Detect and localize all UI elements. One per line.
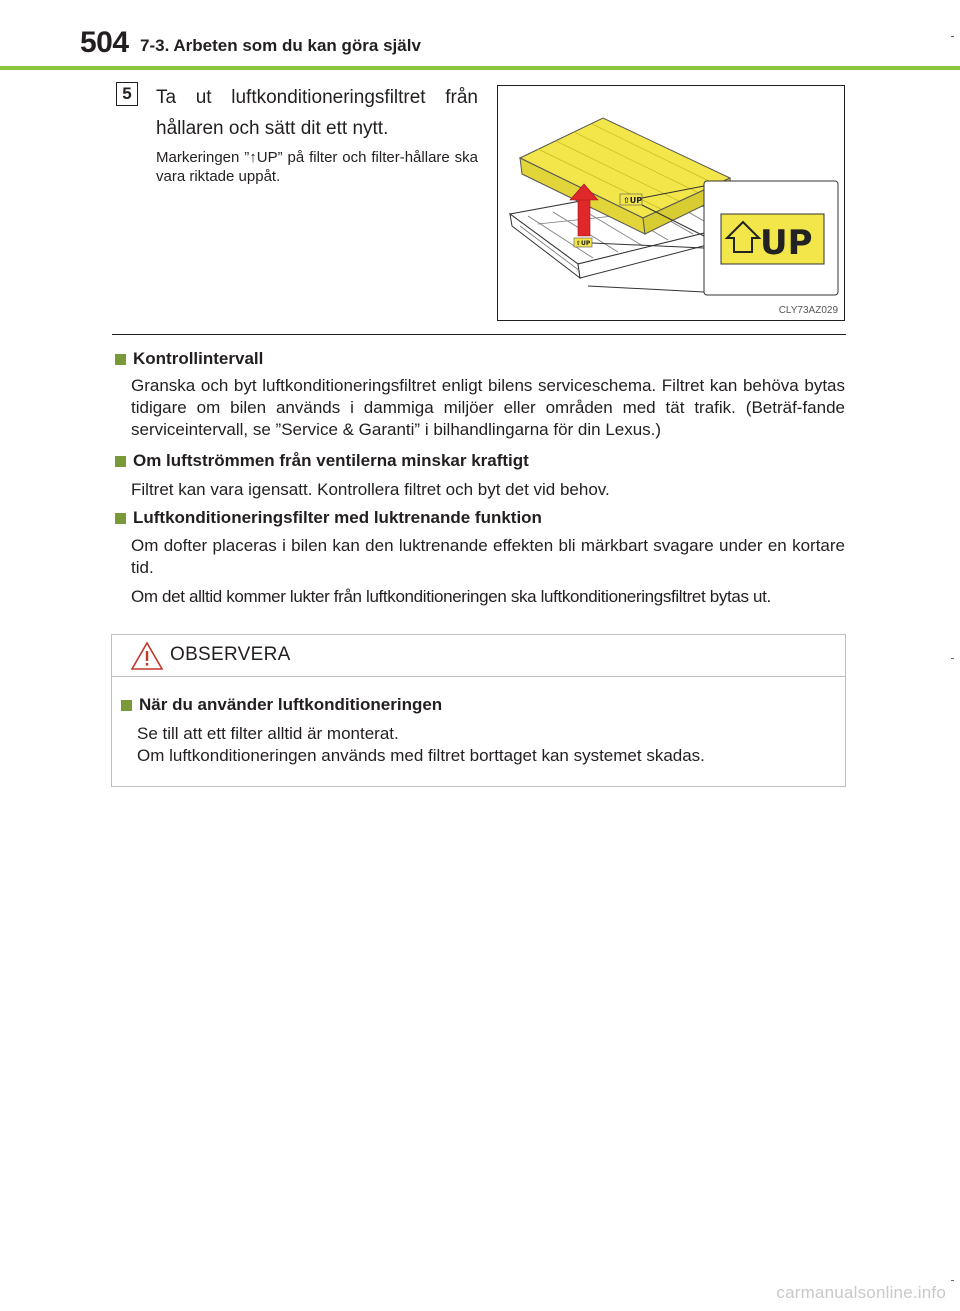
square-bullet-icon (115, 513, 126, 524)
edge-tick (951, 36, 954, 37)
up-arrow-icon: ↑ (249, 149, 257, 166)
filter-holder-drawing (498, 86, 844, 320)
note-prefix: Markeringen ” (156, 149, 250, 166)
caution-box (111, 634, 846, 787)
info-paragraph: Filtret kan vara igensatt. Kontrollera filtret och byt det vid behov. (131, 480, 610, 499)
info-paragraph: Granska och byt luftkonditioneringsfiltret enligt bilens serviceschema. Filtret kan behöva bytas tidigare om bilen används i dammiga miljöer eller områden med tät trafik. (Beträf-fande serviceintervall, se ”Service & Garanti” i bilhandlingarna för din Lexus.) (131, 376, 845, 439)
watermark: carmanualsonline.info (776, 1283, 946, 1302)
section-title: 7-3. Arbeten som du kan göra själv (140, 36, 421, 55)
info-title-kontrollintervall (112, 349, 263, 369)
step-instruction: Ta ut luftkonditioneringsfiltret från hållaren och sätt dit ett nytt. (156, 87, 478, 139)
note-suffix: UP” på filter och filter-hållare ska vara riktade uppåt. (156, 149, 478, 185)
square-bullet-icon (121, 700, 132, 711)
caution-line: Se till att ett filter alltid är monterat. (137, 724, 399, 743)
step-number-badge: 5 (116, 82, 138, 106)
info-paragraph: Om det alltid kommer lukter från luftkonditioneringen ska luftkonditioneringsfiltret bytas ut. (131, 587, 771, 606)
caution-header (112, 635, 845, 677)
warning-triangle-icon (130, 641, 164, 671)
edge-tick (951, 658, 954, 659)
illustration-code: CLY73AZ029 (778, 305, 838, 316)
info-title-text: Kontrollintervall (133, 349, 264, 368)
caution-text (137, 723, 705, 767)
caution-title: OBSERVERA (170, 644, 291, 665)
info-title-text: Om luftströmmen från ventilerna minskar kraftigt (133, 451, 529, 470)
illustration-up-label: UP (760, 223, 813, 263)
filter-illustration (497, 85, 845, 321)
caution-item-title (118, 695, 442, 715)
caution-item-title-text: När du använder luftkonditioneringen (139, 695, 443, 714)
svg-text:⇧UP: ⇧UP (576, 240, 591, 247)
square-bullet-icon (115, 354, 126, 365)
edge-tick (951, 1280, 954, 1281)
svg-text:⇧UP: ⇧UP (623, 196, 643, 205)
step-note (156, 148, 478, 186)
square-bullet-icon (115, 456, 126, 467)
info-paragraph: Om dofter placeras i bilen kan den luktrenande effekten bli märkbart svagare under en kortare tid. (131, 536, 845, 577)
section-divider (112, 334, 846, 335)
info-title-text: Luftkonditioneringsfilter med luktrenande funktion (133, 508, 542, 527)
page-number: 504 (80, 26, 129, 59)
caution-line: Om luftkonditioneringen används med filtret borttaget kan systemet skadas. (137, 746, 705, 765)
info-title-luftstrom (112, 451, 529, 471)
header-rule (0, 66, 960, 70)
info-title-luktrenande (112, 508, 542, 528)
